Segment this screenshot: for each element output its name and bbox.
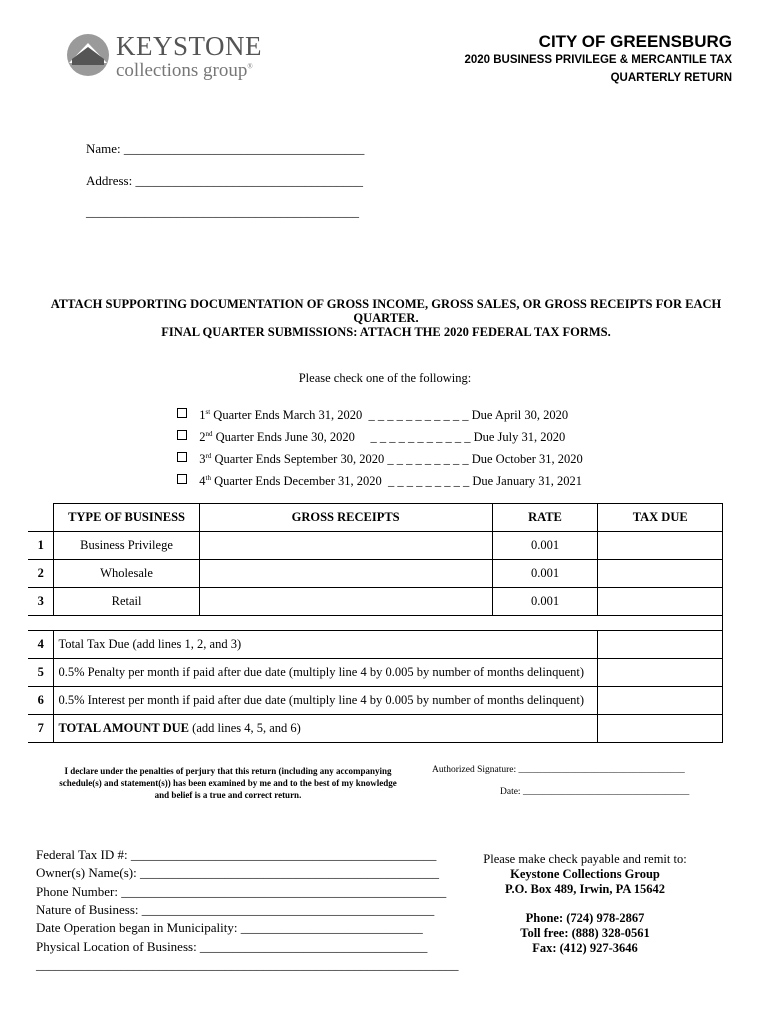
- physical-location-field-line2[interactable]: _________________________________________________________________: [36, 957, 459, 972]
- quarter-option-2[interactable]: 2nd Quarter Ends June 30, 2020 _ _ _ _ _ _ _ _ _ _ _ Due July 31, 2020: [171, 415, 565, 445]
- tax-due-input[interactable]: [598, 532, 723, 560]
- date-operation-began-field[interactable]: Date Operation began in Municipality: ____________________________: [36, 920, 423, 935]
- tax-due-input[interactable]: [598, 631, 723, 659]
- remit-tollfree: Toll free: (888) 328-0561: [520, 926, 650, 940]
- date-field[interactable]: Date: ___________________________________: [500, 787, 690, 797]
- keystone-mountain-logo-icon: [66, 33, 110, 77]
- city-title: CITY OF GREENSBURG: [538, 32, 732, 51]
- gross-receipts-input[interactable]: [199, 588, 492, 616]
- line-number: 6: [28, 687, 54, 715]
- line-number: 4: [28, 631, 54, 659]
- form-subtitle: QUARTERLY RETURN: [610, 72, 732, 84]
- line-number: 2: [28, 560, 54, 588]
- line-number: 7: [28, 715, 54, 743]
- federal-tax-id-field[interactable]: Federal Tax ID #: _______________________________________________: [36, 847, 437, 862]
- line-number: 1: [28, 532, 54, 560]
- instructions-line3: FINAL QUARTER SUBMISSIONS: ATTACH THE 2020 FEDERAL TAX FORMS.: [161, 325, 611, 339]
- remit-phone: Phone: (724) 978-2867: [525, 911, 645, 925]
- header-type-of-business: TYPE OF BUSINESS: [54, 504, 199, 532]
- table-row: [28, 687, 723, 715]
- form-title: 2020 BUSINESS PRIVILEGE & MERCANTILE TAX: [464, 54, 732, 66]
- instructions-line1: ATTACH SUPPORTING DOCUMENTATION OF GROSS INCOME, GROSS SALES, OR GROSS RECEIPTS FOR EACH: [50, 297, 722, 311]
- remit-intro: Please make check payable and remit to:: [483, 852, 687, 866]
- logo-text-keystone: KEYSTONE: [116, 31, 263, 61]
- line-description: 0.5% Penalty per month if paid after due date (multiply line 4 by 0.005 by number of months delinquent): [54, 659, 598, 687]
- instructions-line2: QUARTER.: [353, 311, 419, 325]
- phone-number-field[interactable]: Phone Number: __________________________________________________: [36, 884, 447, 899]
- quarter-option-3[interactable]: 3rd Quarter Ends September 30, 2020 _ _ _ _ _ _ _ _ _ Due October 31, 2020: [171, 437, 583, 467]
- rate-value: 0.001: [492, 588, 598, 616]
- line-description: Total Tax Due (add lines 1, 2, and 3): [54, 631, 598, 659]
- tax-due-input[interactable]: [598, 687, 723, 715]
- table-row: [28, 588, 723, 616]
- total-amount-input[interactable]: [598, 715, 723, 743]
- tax-table: [28, 503, 723, 743]
- authorized-signature-field[interactable]: Authorized Signature: ___________________________________: [432, 765, 685, 775]
- business-type: Retail: [54, 588, 199, 616]
- checkbox[interactable]: [177, 474, 187, 484]
- remit-address: P.O. Box 489, Irwin, PA 15642: [504, 882, 666, 896]
- table-row: [28, 715, 723, 743]
- remit-fax: Fax: (412) 927-3646: [532, 941, 638, 955]
- business-type: Wholesale: [54, 560, 199, 588]
- line-number: 3: [28, 588, 54, 616]
- owners-name-field[interactable]: Owner(s) Name(s): ______________________________________________: [36, 865, 439, 880]
- quarter-option-1[interactable]: 1st Quarter Ends March 31, 2020 _ _ _ _ _ _ _ _ _ _ _ Due April 30, 2020: [171, 393, 568, 423]
- line-description: 0.5% Interest per month if paid after due date (multiply line 4 by 0.005 by number of months delinquent): [54, 687, 598, 715]
- remit-company: Keystone Collections Group: [510, 867, 660, 881]
- table-header-row: [28, 504, 723, 532]
- logo-text-collections: collections group®: [116, 60, 253, 81]
- gross-receipts-input[interactable]: [199, 532, 492, 560]
- rate-value: 0.001: [492, 532, 598, 560]
- name-field[interactable]: Name: _____________________________________: [86, 141, 365, 156]
- rate-value: 0.001: [492, 560, 598, 588]
- table-row: [28, 560, 723, 588]
- tax-due-input[interactable]: [598, 588, 723, 616]
- physical-location-field[interactable]: Physical Location of Business: ___________________________________: [36, 939, 428, 954]
- table-row: [28, 659, 723, 687]
- header-rate: RATE: [492, 504, 598, 532]
- address-field-line2[interactable]: __________________________________________: [86, 204, 359, 219]
- line-number: 5: [28, 659, 54, 687]
- header-tax-due: TAX DUE: [598, 504, 723, 532]
- check-one-title: Please check one of the following:: [298, 371, 472, 385]
- tax-due-input[interactable]: [598, 659, 723, 687]
- perjury-declaration: I declare under the penalties of perjury that this return (including any accompanying schedule(s) and statement(s)) has been examined by me and to the best of my knowledge and belief is a true and correct return.: [59, 766, 397, 800]
- table-row: [28, 631, 723, 659]
- gross-receipts-input[interactable]: [199, 560, 492, 588]
- header-gross-receipts: GROSS RECEIPTS: [199, 504, 492, 532]
- table-row: [28, 532, 723, 560]
- quarter-option-4[interactable]: 4th Quarter Ends December 31, 2020 _ _ _ _ _ _ _ _ _ Due January 31, 2021: [171, 459, 582, 489]
- line-description: TOTAL AMOUNT DUE (add lines 4, 5, and 6): [54, 715, 598, 743]
- nature-of-business-field[interactable]: Nature of Business: _____________________________________________: [36, 902, 435, 917]
- business-type: Business Privilege: [54, 532, 199, 560]
- tax-due-input[interactable]: [598, 560, 723, 588]
- table-spacer-row: [28, 616, 723, 631]
- address-field[interactable]: Address: ___________________________________: [86, 173, 363, 188]
